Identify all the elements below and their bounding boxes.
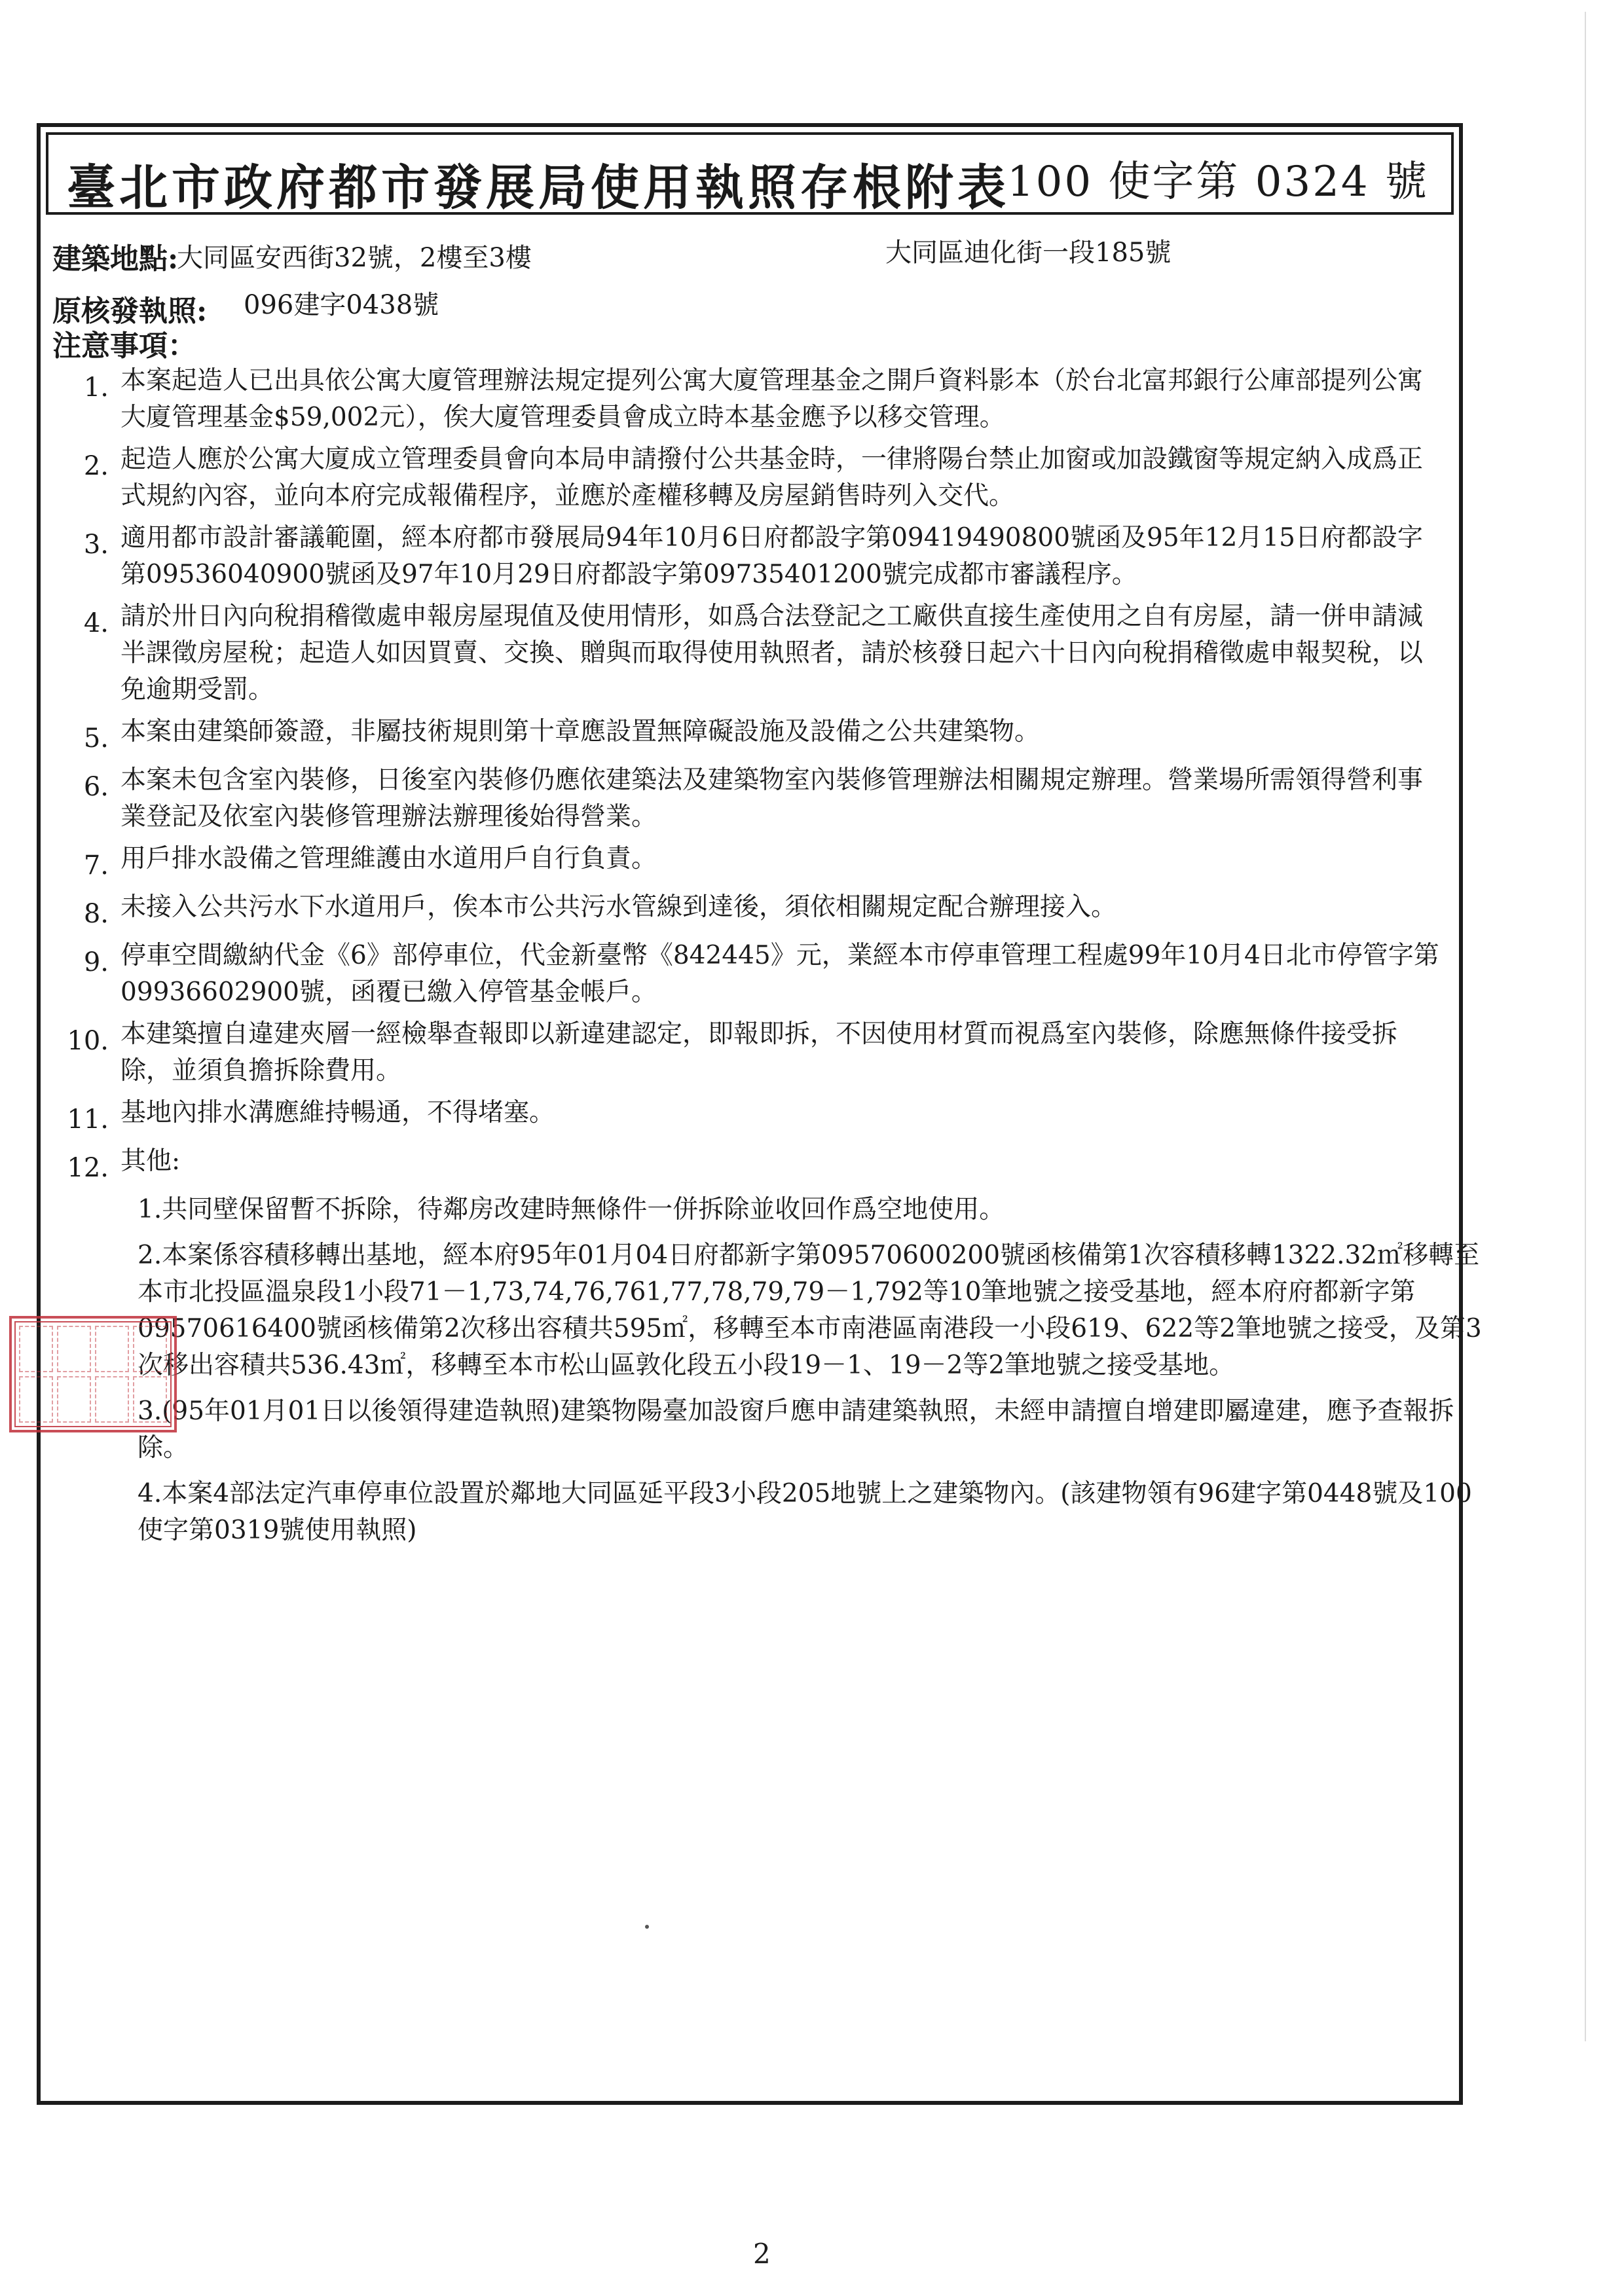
list-item: 7. 用戶排水設備之管理維護由水道用戶自行負責。: [83, 844, 657, 881]
list-item: 6. 本案未包含室內裝修，日後室內裝修仍應依建築法及建築物室內裝修管理辦法相關規定辦理。營業場所需領得營利事業登記及依室內裝修管理辦法辦理後始得營業。: [83, 765, 1424, 831]
list-item: 12. 其他:: [67, 1146, 181, 1183]
document-content: [41, 127, 1482, 2101]
list-item: 8. 未接入公共污水下水道用戶，俟本市公共污水管線到達後，須依相關規定配合辦理接入。: [83, 892, 1117, 929]
scan-speck: [645, 1925, 649, 1929]
scan-edge-line: [1585, 12, 1586, 2041]
list-item: 1. 本案起造人已出具依公寓大廈管理辦法規定提列公寓大廈管理基金之開戶資料影本（於台北富邦銀行公庫部提列公寓大廈管理基金$59,002元），俟大廈管理委員會成立時本基金應予以移交管理。: [83, 366, 1424, 432]
permit-value: 096建字0438號: [244, 290, 439, 320]
notes-list: [54, 363, 1482, 1558]
stamp-glyph: [57, 1376, 91, 1423]
sub-list-item: 3.(95年01月01日以後領得建造執照)建築物陽臺加設窗戶應申請建築執照，未經申請擅自增建即屬違建，應予查報拆除。: [138, 1396, 1454, 1463]
stamp-glyph-grid: [17, 1324, 169, 1425]
stamp-glyph: [95, 1376, 129, 1423]
official-seal-stamp: [9, 1316, 177, 1432]
permit-label: 原核發執照:: [52, 295, 208, 328]
stamp-glyph: [133, 1376, 167, 1423]
page-number: 2: [753, 2238, 771, 2270]
list-item: 5. 本案由建築師簽證，非屬技術規則第十章應設置無障礙設施及設備之公共建築物。: [83, 717, 1041, 754]
document-frame: [37, 123, 1482, 2105]
stamp-glyph: [19, 1326, 53, 1372]
other-notes-list: [138, 1192, 1486, 1549]
site-value-1: 大同區安西街32號，2樓至3樓: [177, 243, 532, 273]
site-value-2: 大同區迪化街一段185號: [885, 238, 1172, 268]
sub-list-item: 2.本案係容積移轉出基地，經本府95年01月04日府都新字第09570600200號函核備第1次容積移轉1322.32㎡移轉至本市北投區溫泉段1小段71－1,73,74,76,761,77,78,79,79－1,792等10筆地號之接受基地，經本府府都新字第09570616400號函核備第2次移出容積共595㎡，移轉至本市南港區南港段一小段619、622等2筆地號之接受，及第3次移出容積共536.43㎡，移轉至本市松山區敦化段五小段19－1、19－2等2筆地號之接受基地。: [138, 1241, 1482, 1380]
document-title: 臺北市政府都市發展局使用執照存根附表: [67, 160, 1010, 216]
list-item: 3. 適用都市設計審議範圍，經本府都市發展局94年10月6日府都設字第09419490800號函及95年12月15日府都設字第09536040900號函及97年10月29日府都設字第09735401200號完成都市審議程序。: [83, 523, 1423, 589]
sub-list-item: 4.本案4部法定汽車停車位設置於鄰地大同區延平段3小段205地號上之建築物內。(該建物領有96建字第0448號及100使字第0319號使用執照): [138, 1479, 1472, 1545]
stamp-glyph: [133, 1326, 167, 1372]
license-number: 100 使字第 0324 號: [1006, 158, 1429, 206]
site-label: 建築地點:: [52, 242, 179, 276]
stamp-glyph: [19, 1376, 53, 1423]
list-item: 10. 本建築擅自違建夾層一經檢舉查報即以新違建認定，即報即拆，不因使用材質而視爲室內裝修，除應無條件接受拆除，並須負擔拆除費用。: [67, 1019, 1398, 1085]
list-item: 9. 停車空間繳納代金《6》部停車位，代金新臺幣《842445》元，業經本市停車管理工程處99年10月4日北市停管字第09936602900號，函覆已繳入停管基金帳戶。: [83, 941, 1439, 1007]
sub-list-item: 1.共同壁保留暫不拆除，待鄰房改建時無條件一併拆除並收回作爲空地使用。: [138, 1195, 1005, 1224]
stamp-glyph: [95, 1326, 129, 1372]
stamp-glyph: [57, 1326, 91, 1372]
notes-label: 注意事項：: [52, 329, 196, 363]
list-item: 4. 請於卅日內向稅捐稽徵處申報房屋現值及使用情形，如爲合法登記之工廠供直接生產使用之自有房屋，請一併申請減半課徵房屋稅；起造人如因買賣、交換、贈與而取得使用執照者，請於核發日起六十日內向稅捐稽徵處申報契稅，以免逾期受罰。: [83, 602, 1424, 704]
list-item: 11. 基地內排水溝應維持暢通，不得堵塞。: [67, 1098, 555, 1135]
list-item: 2. 起造人應於公寓大廈成立管理委員會向本局申請撥付公共基金時，一律將陽台禁止加窗或加設鐵窗等規定納入成爲正式規約內容，並向本府完成報備程序，並應於產權移轉及房屋銷售時列入交代。: [83, 445, 1424, 511]
